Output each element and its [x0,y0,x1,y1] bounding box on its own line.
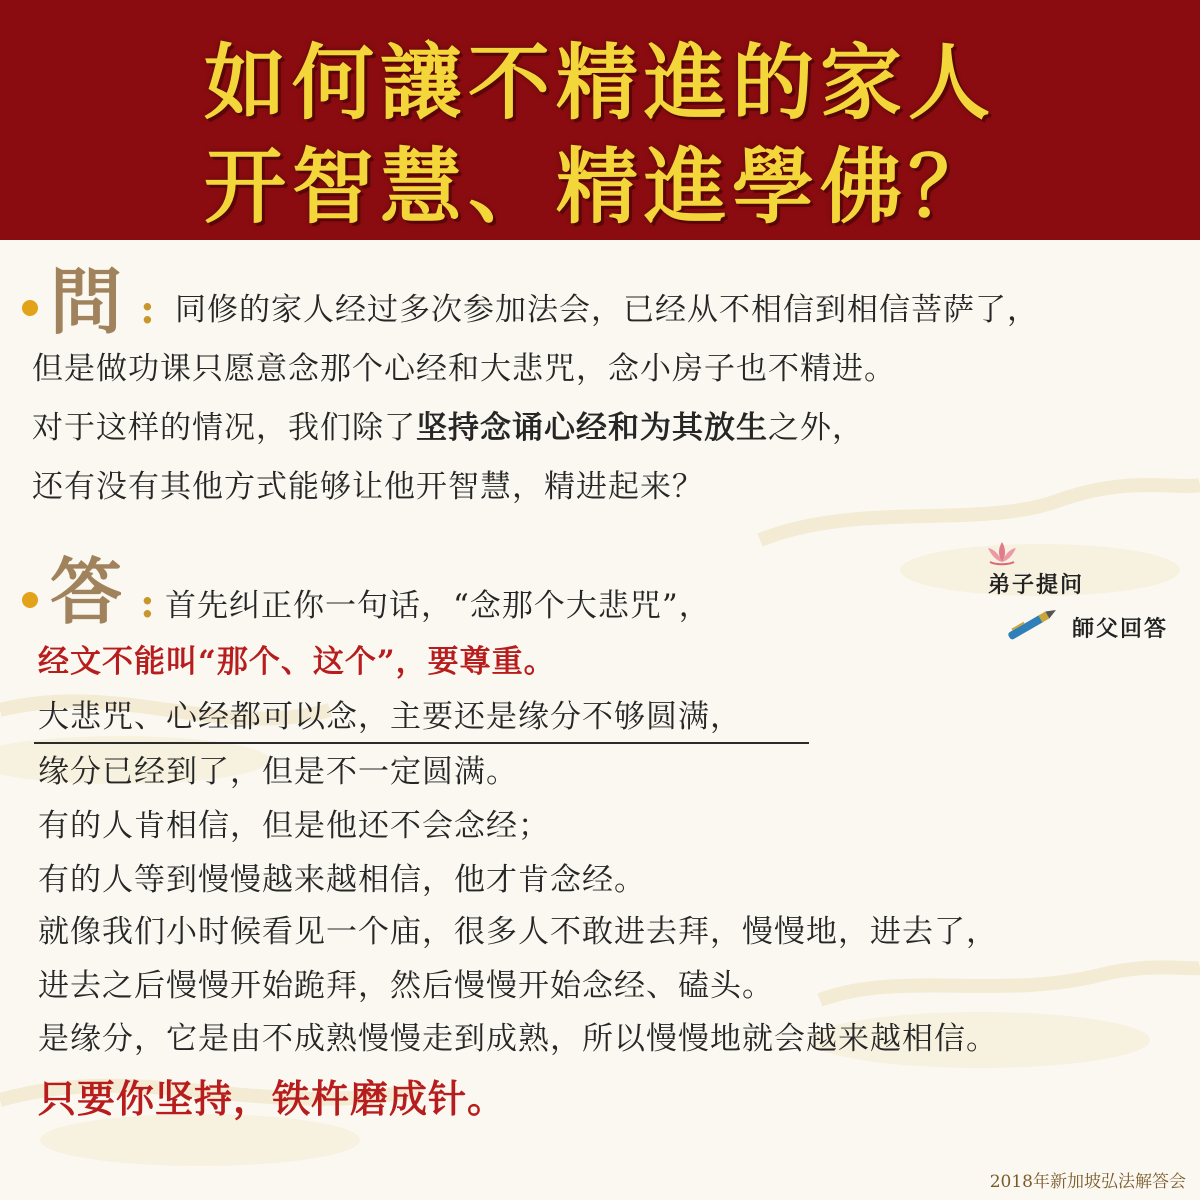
title-line-1: 如何讓不精進的家人 [203,35,996,131]
answer-closing-emphasis: 只要你坚持，铁杵磨成针。 [38,1076,507,1121]
question-line-4: 还有没有其他方式能够让他开智慧，精进起来？ [32,469,704,505]
pen-icon [998,610,1062,640]
answer-line-9: 是缘分，它是由不成熟慢慢走到成熟，所以慢慢地就会越来越相信。 [38,1021,998,1057]
answer-colon: : [140,580,155,627]
question-line-2: 但是做功课只愿意念那个心经和大悲咒，念小房子也不精进。 [32,351,896,387]
answer-line-2-emphasis: 经文不能叫“那个、这个”，要尊重。 [38,644,556,680]
badge-line-question: 弟子提问 [988,572,1085,598]
answer-marker: 答 [50,549,123,634]
title-line-2: 开智慧、精進學佛？ [203,139,996,235]
title-banner [0,0,1200,240]
question-line-3-bold: 坚持念诵心经和为其放生 [416,410,768,446]
question-line-3-part-a: 对于这样的情况，我们除了 [32,410,416,446]
question-bullet-dot [22,300,38,316]
badge-line-answer: 師父回答 [1072,616,1169,642]
answer-line-4: 缘分已经到了，但是不一定圆满。 [38,754,518,790]
question-line-3-part-b: 之外， [768,410,864,446]
answer-line-5: 有的人肯相信，但是他还不会念经； [38,808,550,844]
question-colon: : [140,286,155,333]
lotus-icon [984,540,1020,566]
question-marker: 問 [50,259,123,344]
question-line-1: 同修的家人经过多次参加法会，已经从不相信到相信菩萨了， [175,292,1039,328]
answer-line-6: 有的人等到慢慢越来越相信，他才肯念经。 [38,862,646,898]
question-line-3 [32,408,864,448]
answer-bullet-dot [22,592,38,608]
answer-line-8: 进去之后慢慢开始跪拜，然后慢慢开始念经、磕头。 [38,968,774,1004]
answer-line-3-underline [34,742,809,744]
footer-event-label: 2018年新加坡弘法解答会 [989,1172,1186,1192]
qa-badge [980,538,1180,648]
answer-line-3: 大悲咒、心经都可以念，主要还是缘分不够圆满， [38,699,742,735]
answer-line-7: 就像我们小时候看见一个庙，很多人不敢进去拜，慢慢地，进去了， [38,914,998,950]
answer-line-1: 首先纠正你一句话，“念那个大悲咒”， [165,588,711,624]
